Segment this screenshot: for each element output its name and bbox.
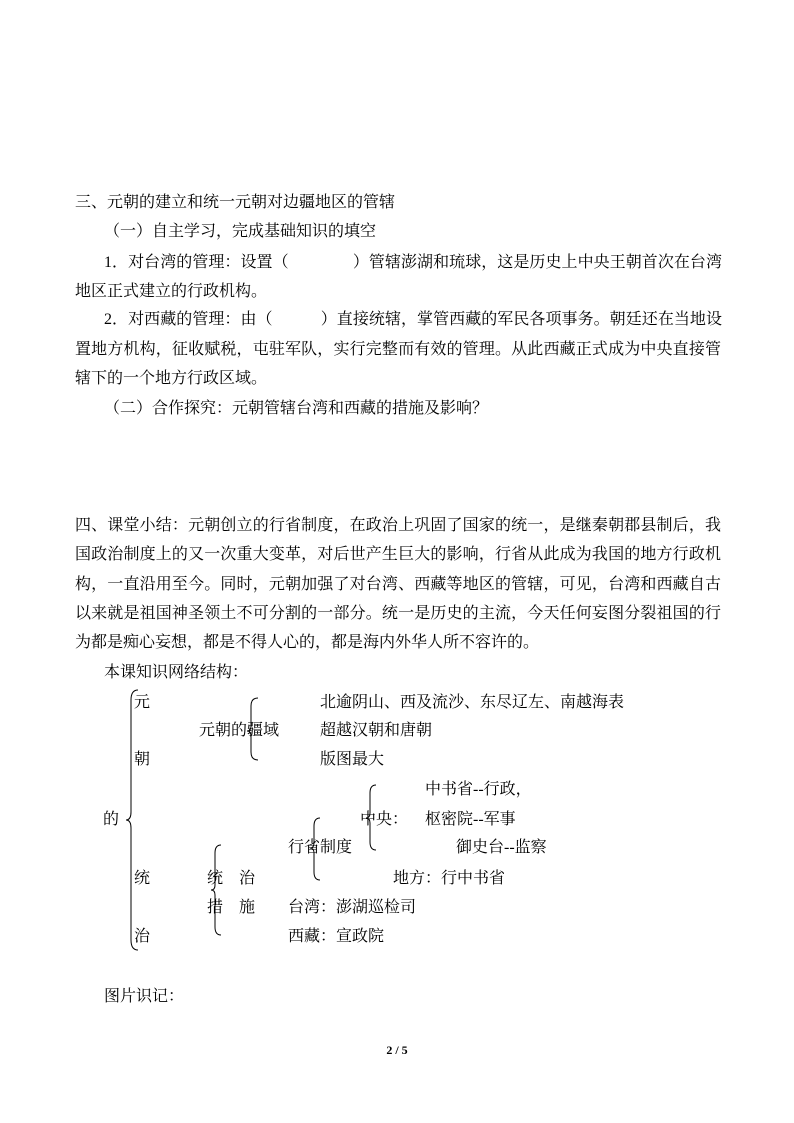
- diagram-root-char: 统: [134, 870, 151, 887]
- diagram-root-char: 朝: [134, 751, 151, 768]
- territory-item: 超越汉朝和唐朝: [320, 722, 433, 739]
- self-study-subheading: （一）自主学习，完成基础知识的填空: [104, 223, 377, 240]
- bracket-main: [126, 690, 138, 950]
- picture-recognition-label: 图片识记：: [104, 988, 185, 1005]
- tibet-item-line: 置地方机构，征收赋税，屯驻军队，实行完整而有效的管理。从此西藏正式成为中央直接管: [75, 341, 721, 358]
- bracket-measures: [211, 845, 221, 935]
- territory-label: 元朝的疆域: [199, 722, 280, 739]
- inquiry-subheading: （二）合作探究：元朝管辖台湾和西藏的措施及影响？: [104, 400, 489, 417]
- tibet-item-line: 2．对西藏的管理：由（ ）直接统辖，掌管西藏的军民各项事务。朝廷还在当地设: [104, 311, 722, 328]
- territory-item: 版图最大: [320, 751, 385, 768]
- summary-line: 国政治制度上的又一次重大变革，对后世产生巨大的影响，行省从此成为我国的地方行政机: [75, 546, 721, 563]
- tibet-item-line: 辖下的一个地方行政区域。: [75, 370, 268, 387]
- central-item: 中书省--行政，: [425, 781, 532, 798]
- province-system-label: 行省制度: [288, 839, 353, 856]
- territory-item: 北逾阴山、西及流沙、东尽辽左、南越海表: [320, 694, 625, 711]
- tibet-measure: 西藏：宣政院: [288, 928, 385, 945]
- local-item: 地方：行中书省: [393, 870, 506, 887]
- summary-line: 四、课堂小结：元朝创立的行省制度，在政治上巩固了国家的统一，是继秦朝郡县制后，我: [75, 517, 721, 534]
- summary-line: 以来就是祖国神圣领土不可分割的一部分。统一是历史的主流，今天任何妄图分裂祖国的行: [75, 605, 721, 622]
- summary-line: 为都是痴心妄想，都是不得人心的，都是海内外华人所不容许的。: [75, 634, 540, 651]
- measures-label: 措 施: [207, 899, 256, 916]
- summary-line: 构，一直沿用至今。同时，元朝加强了对台湾、西藏等地区的管辖，可见，台湾和西藏自古: [75, 576, 721, 593]
- page-number: 2 / 5: [386, 1043, 408, 1057]
- diagram-root-char: 治: [134, 928, 151, 945]
- central-item: 枢密院--军事: [425, 811, 516, 828]
- section3-heading: 三、元朝的建立和统一元朝对边疆地区的管辖: [75, 194, 396, 211]
- central-label: 中央：: [360, 811, 409, 828]
- taiwan-measure: 台湾：澎湖巡检司: [288, 899, 417, 916]
- measures-label: 统 治: [207, 870, 256, 887]
- diagram-root-char: 元: [134, 694, 151, 711]
- taiwan-item-line: 地区正式建立的行政机构。: [75, 283, 268, 300]
- taiwan-item-line: 1．对台湾的管理：设置（ ）管辖澎湖和琉球，这是历史上中央王朝首次在台湾: [104, 254, 722, 271]
- network-structure-label: 本课知识网络结构：: [104, 664, 249, 681]
- diagram-root-char: 的: [103, 811, 120, 828]
- central-item: 御史台--监察: [456, 839, 547, 856]
